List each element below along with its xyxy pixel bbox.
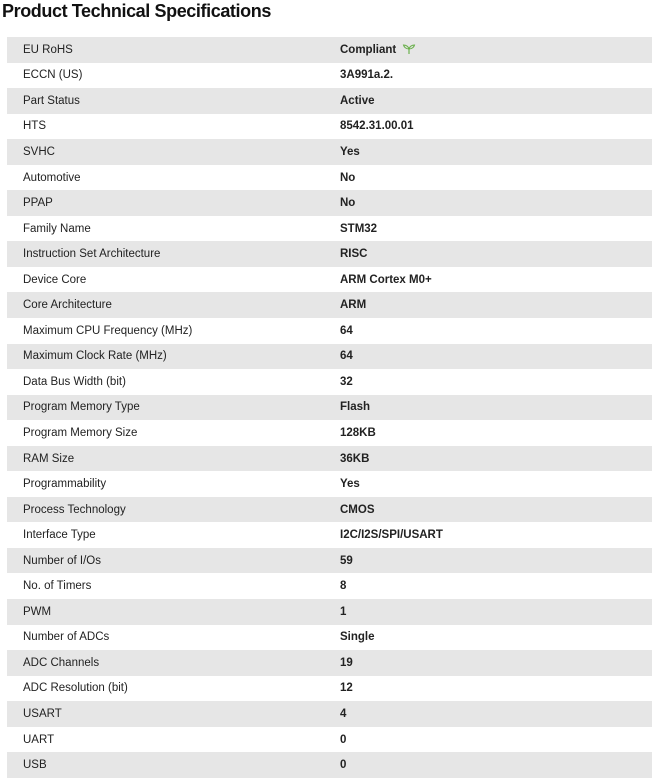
spec-label: Programmability	[23, 478, 107, 491]
specs-table	[7, 37, 652, 778]
spec-label: RAM Size	[23, 452, 75, 465]
spec-value: 8542.31.00.01	[340, 120, 414, 133]
spec-row	[7, 522, 652, 548]
spec-label: Program Memory Size	[23, 426, 138, 439]
spec-value: RISC	[340, 248, 368, 261]
spec-value: 64	[340, 324, 353, 337]
spec-row	[7, 88, 652, 114]
spec-value: STM32	[340, 222, 378, 235]
spec-value: Single	[340, 631, 375, 644]
spec-row	[7, 752, 652, 778]
spec-row-eu-rohs	[7, 37, 652, 63]
spec-row	[7, 114, 652, 140]
spec-row	[7, 344, 652, 370]
spec-value: 3A991a.2.	[340, 69, 394, 82]
spec-label: PPAP	[23, 197, 53, 210]
spec-label: Program Memory Type	[23, 401, 140, 414]
spec-row	[7, 420, 652, 446]
spec-label: USART	[23, 707, 62, 720]
spec-value: 4	[340, 707, 347, 720]
spec-row	[7, 267, 652, 293]
spec-label: SVHC	[23, 145, 55, 158]
spec-label: Instruction Set Architecture	[23, 248, 161, 261]
spec-row	[7, 446, 652, 472]
spec-value: 64	[340, 350, 353, 363]
spec-row	[7, 241, 652, 267]
spec-row	[7, 497, 652, 523]
spec-row	[7, 625, 652, 651]
spec-value: Compliant	[340, 43, 397, 56]
spec-value: 1	[340, 605, 347, 618]
spec-row	[7, 318, 652, 344]
spec-label: Automotive	[23, 171, 81, 184]
spec-value: 0	[340, 733, 347, 746]
spec-row	[7, 292, 652, 318]
spec-row	[7, 139, 652, 165]
spec-label: Interface Type	[23, 529, 96, 542]
spec-label: Maximum CPU Frequency (MHz)	[23, 324, 193, 337]
spec-value: Yes	[340, 145, 360, 158]
page-title: Product Technical Specifications	[2, 1, 271, 21]
spec-label: PWM	[23, 605, 52, 618]
spec-label: No. of Timers	[23, 580, 92, 593]
spec-label: Maximum Clock Rate (MHz)	[23, 350, 167, 363]
spec-value: 8	[340, 580, 347, 593]
spec-label: Family Name	[23, 222, 91, 235]
spec-value: Flash	[340, 401, 371, 414]
spec-value: I2C/I2S/SPI/USART	[340, 529, 443, 542]
spec-value: 36KB	[340, 452, 370, 465]
spec-label: Process Technology	[23, 503, 126, 516]
spec-row	[7, 701, 652, 727]
spec-value: 12	[340, 682, 353, 695]
spec-row	[7, 216, 652, 242]
spec-value: 0	[340, 759, 347, 772]
spec-row	[7, 369, 652, 395]
spec-label: Part Status	[23, 94, 80, 107]
spec-row	[7, 676, 652, 702]
spec-row	[7, 650, 652, 676]
spec-label: HTS	[23, 120, 46, 133]
spec-row	[7, 190, 652, 216]
spec-label: Number of ADCs	[23, 631, 110, 644]
spec-value: CMOS	[340, 503, 375, 516]
spec-value: 128KB	[340, 426, 376, 439]
spec-row	[7, 63, 652, 89]
leaf-icon	[402, 44, 416, 55]
spec-value: No	[340, 171, 356, 184]
spec-value-wrapper	[340, 44, 416, 56]
spec-value: Yes	[340, 478, 360, 491]
spec-label: Core Architecture	[23, 299, 112, 312]
spec-value: 19	[340, 656, 353, 669]
spec-label: ADC Resolution (bit)	[23, 682, 128, 695]
spec-label: ECCN (US)	[23, 69, 83, 82]
spec-value: ARM	[340, 299, 367, 312]
spec-row	[7, 471, 652, 497]
spec-row	[7, 727, 652, 753]
spec-label: USB	[23, 759, 47, 772]
spec-value: 59	[340, 554, 353, 567]
spec-label: Number of I/Os	[23, 554, 101, 567]
spec-value: 32	[340, 375, 353, 388]
spec-row	[7, 548, 652, 574]
spec-value: ARM Cortex M0+	[340, 273, 432, 286]
spec-row	[7, 573, 652, 599]
spec-row	[7, 395, 652, 421]
spec-label: Device Core	[23, 273, 87, 286]
spec-label: UART	[23, 733, 55, 746]
spec-row	[7, 599, 652, 625]
spec-label: ADC Channels	[23, 656, 100, 669]
spec-row	[7, 165, 652, 191]
spec-value: No	[340, 197, 356, 210]
spec-label: EU RoHS	[23, 43, 73, 56]
spec-value: Active	[340, 94, 375, 107]
spec-label: Data Bus Width (bit)	[23, 375, 126, 388]
